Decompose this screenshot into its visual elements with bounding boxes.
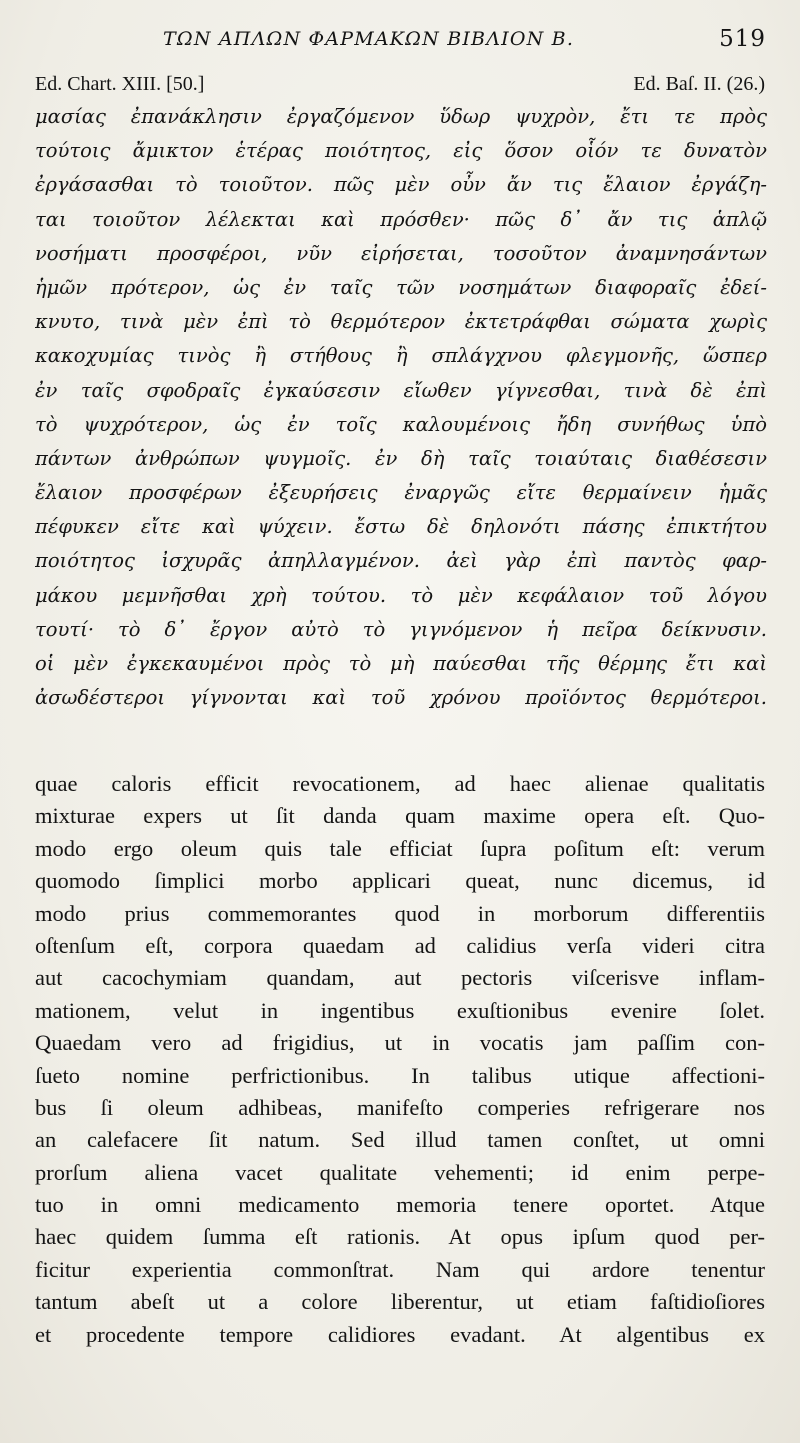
latin-line: prorſum aliena vacet qualitate vehementi; id enim perpe- — [35, 1159, 765, 1185]
latin-line: Quaedam vero ad frigidius, ut in vocatis jam paſſim con- — [35, 1030, 765, 1056]
latin-line: modo ergo oleum quis tale efficiat ſupra poſitum eſt: verum — [35, 835, 765, 861]
greek-line: τὸ ψυχρότερον, ὡς ἐν τοῖς καλουμένοις ἤδη συνήθως ὑπὸ — [35, 412, 767, 436]
running-head — [0, 26, 800, 60]
greek-line: ἀσωδέστεροι γίγνονται καὶ τοῦ χρόνου προϊόντος θερμότεροι. — [35, 686, 767, 710]
greek-line: πάντων ἀνθρώπων ψυγμοῖς. ἐν δὴ ταῖς τοιαύταις διαθέσεσιν — [35, 446, 767, 470]
latin-line: ſueto nomine perfrictionibus. In talibus utique affectioni- — [35, 1062, 765, 1088]
latin-line: et procedente tempore calidiores evadant. At algentibus ex — [35, 1321, 765, 1347]
latin-line: quae caloris efficit revocationem, ad haec alienae qualitatis — [35, 771, 765, 796]
greek-line: ἐργάσασθαι τὸ τοιοῦτον. πῶς μὲν οὖν ἄν τις ἔλαιον ἐργάζη- — [35, 173, 767, 197]
edition-chartier-reference: Ed. Chart. XIII. [50.] — [35, 73, 205, 95]
latin-line: bus ſi oleum adhibeas, manifeſto comperies refrigerare nos — [35, 1094, 765, 1120]
latin-line: ficitur experientia commonſtrat. Nam qui ardore tenentur — [35, 1256, 765, 1282]
greek-line: οἱ μὲν ἐγκεκαυμένοι πρὸς τὸ μὴ παύεσθαι τῆς θέρμης ἔτι καὶ — [35, 652, 767, 675]
greek-line: νοσήματι προσφέροι, νῦν εἰρήσεται, τοσοῦτον ἀναμνησάντων — [35, 241, 767, 265]
latin-line: an calefacere ſit natum. Sed illud tamen conſtet, ut omni — [35, 1127, 765, 1153]
latin-line: tuo in omni medicamento memoria tenere oportet. Atque — [35, 1192, 765, 1218]
latin-line: oſtenſum eſt, corpora quaedam ad calidius verſa videri citra — [35, 932, 765, 958]
greek-text-block — [35, 100, 767, 715]
edition-basel-reference: Ed. Baſ. II. (26.) — [633, 73, 765, 95]
greek-line: κακοχυμίας τινὸς ἢ στήθους ἢ σπλάγχνου φλεγμονῆς, ὥσπερ — [35, 344, 767, 368]
greek-line: κνυτο, τινὰ μὲν ἐπὶ τὸ θερμότερον ἐκτετράφθαι σώματα χωρὶς — [35, 310, 767, 334]
edition-references — [35, 73, 765, 99]
latin-line: modo prius commemorantes quod in morborum differentiis — [35, 900, 765, 926]
page-number: 519 — [719, 26, 766, 52]
latin-line: quomodo ſimplici morbo applicari queat, nunc dicemus, id — [35, 868, 765, 894]
greek-line: ἡμῶν πρότερον, ὡς ἐν ταῖς τῶν νοσημάτων διαφοραῖς ἐδεί- — [35, 275, 767, 299]
latin-line: mationem, velut in ingentibus exuſtionibus evenire ſolet. — [35, 997, 765, 1023]
running-title: ΤΩΝ ΑΠΛΩΝ ΦΑΡΜΑΚΩΝ ΒΙΒΛΙΟΝ Β. — [163, 28, 575, 50]
greek-line: μάκου μεμνῆσθαι χρὴ τούτου. τὸ μὲν κεφάλαιον τοῦ λόγου — [35, 583, 767, 607]
latin-line: mixturae expers ut ſit danda quam maxime opera eſt. Quo- — [35, 803, 765, 829]
greek-line: τουτί· τὸ δ᾽ ἔργον αὐτὸ τὸ γιγνόμενον ἡ πεῖρα δείκνυσιν. — [35, 617, 767, 641]
latin-line: haec quidem ſumma eſt rationis. At opus ipſum quod per- — [35, 1224, 765, 1250]
latin-text-block — [35, 768, 765, 1351]
greek-line: ἐν ταῖς σφοδραῖς ἐγκαύσεσιν εἴωθεν γίγνεσθαι, τινὰ δὲ ἐπὶ — [35, 378, 767, 402]
greek-line: τούτοις ἄμικτον ἑτέρας ποιότητος, εἰς ὅσον οἷόν τε δυνατὸν — [35, 139, 767, 163]
greek-line: ἔλαιον προσφέρων ἐξευρήσεις ἐναργῶς εἴτε θερμαίνειν ἡμᾶς — [35, 481, 767, 505]
latin-line: aut cacochymiam quandam, aut pectoris viſcerisve inflam- — [35, 965, 765, 991]
greek-line: ται τοιοῦτον λέλεκται καὶ πρόσθεν· πῶς δ᾽ ἄν τις ἁπλῷ — [35, 207, 767, 231]
latin-line: tantum abeſt ut a colore liberentur, ut etiam faſtidioſiores — [35, 1289, 765, 1315]
greek-line: πέφυκεν εἴτε καὶ ψύχειν. ἔστω δὲ δηλονότι πάσης ἐπικτήτου — [35, 515, 767, 539]
greek-line: ποιότητος ἰσχυρᾶς ἀπηλλαγμένον. ἀεὶ γὰρ ἐπὶ παντὸς φαρ- — [35, 549, 767, 573]
greek-line: μασίας ἐπανάκλησιν ἐργαζόμενον ὕδωρ ψυχρὸν, ἔτι τε πρὸς — [35, 105, 767, 128]
